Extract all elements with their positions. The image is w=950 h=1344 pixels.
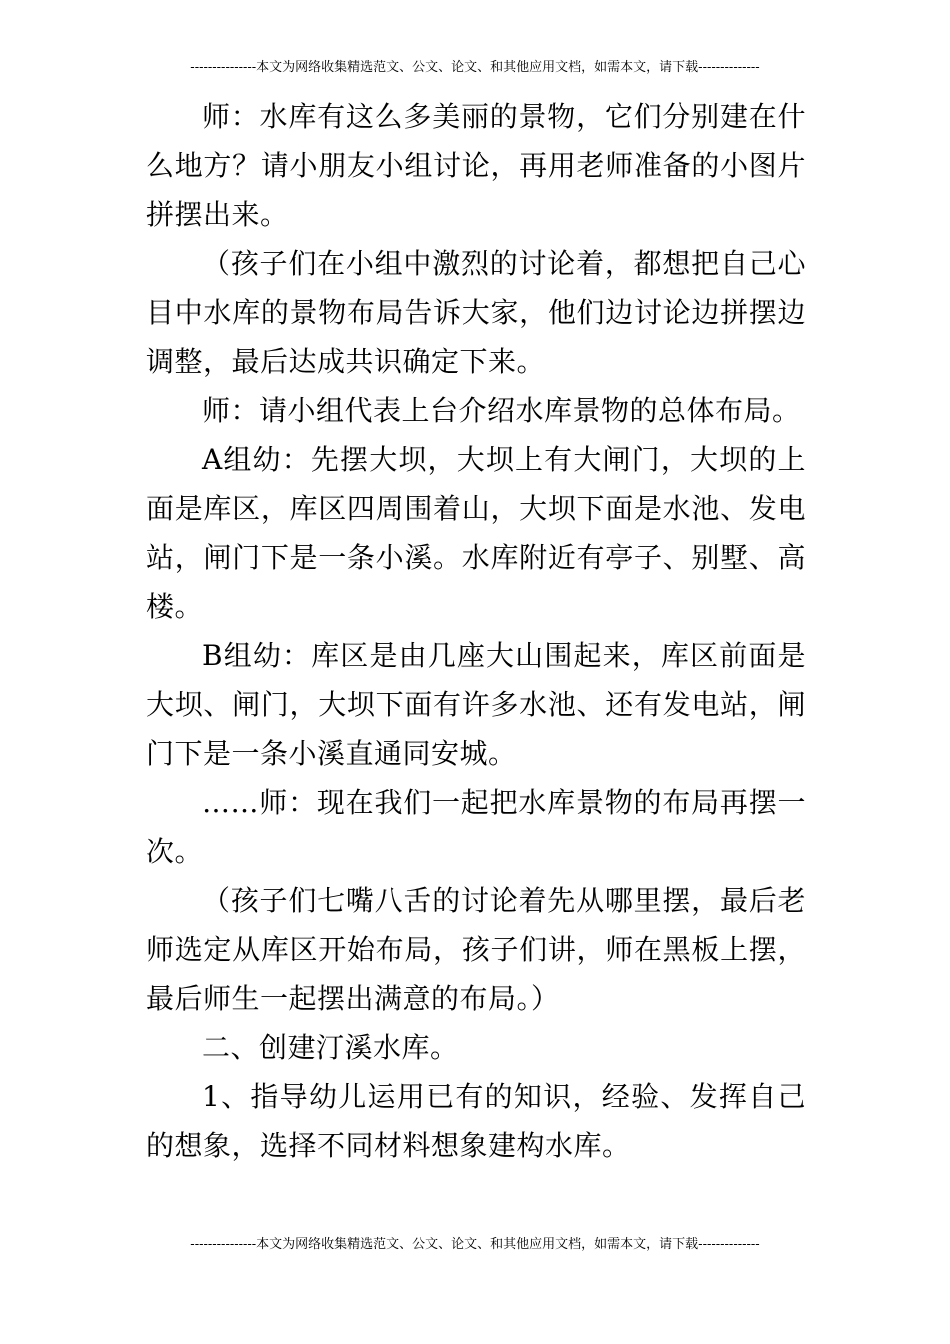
paragraph-2: （孩子们在小组中激烈的讨论着，都想把自己心目中水库的景物布局告诉大家，他们边讨论边拼摆边调整，最后达成共识确定下来。 (146, 247, 806, 378)
page-footer: ---------------本文为网络收集精选范文、公文、论文、和其他应用文档，如需本文，请下载-------------- (190, 1237, 760, 1252)
page-header: ---------------本文为网络收集精选范文、公文、论文、和其他应用文档，如需本文，请下载-------------- (190, 60, 760, 75)
paragraph-3: 师：请小组代表上台介绍水库景物的总体布局。 (202, 394, 801, 427)
paragraph-1: 师：水库有这么多美丽的景物，它们分别建在什么地方？请小朋友小组讨论，再用老师准备的小图片拼摆出来。 (146, 100, 806, 231)
paragraph-9: 1、指导幼儿运用已有的知识，经验、发挥自己的想象，选择不同材料想象建构水库。 (146, 1080, 806, 1162)
paragraph-4: A组幼：先摆大坝，大坝上有大闸门，大坝的上面是库区，库区四周围着山，大坝下面是水池、发电站，闸门下是一条小溪。水库附近有亭子、别墅、高楼。 (146, 443, 806, 623)
paragraph-6: ……师：现在我们一起把水库景物的布局再摆一次。 (146, 786, 806, 868)
document-body (146, 92, 806, 1170)
paragraph-7: （孩子们七嘴八舌的讨论着先从哪里摆，最后老师选定从库区开始布局，孩子们讲，师在黑板上摆，最后师生一起摆出满意的布局。） (146, 884, 806, 1015)
paragraph-5: B组幼：库区是由几座大山围起来，库区前面是大坝、闸门，大坝下面有许多水池、还有发电站，闸门下是一条小溪直通同安城。 (146, 639, 806, 770)
paragraph-8: 二、创建汀溪水库。 (202, 1031, 459, 1064)
